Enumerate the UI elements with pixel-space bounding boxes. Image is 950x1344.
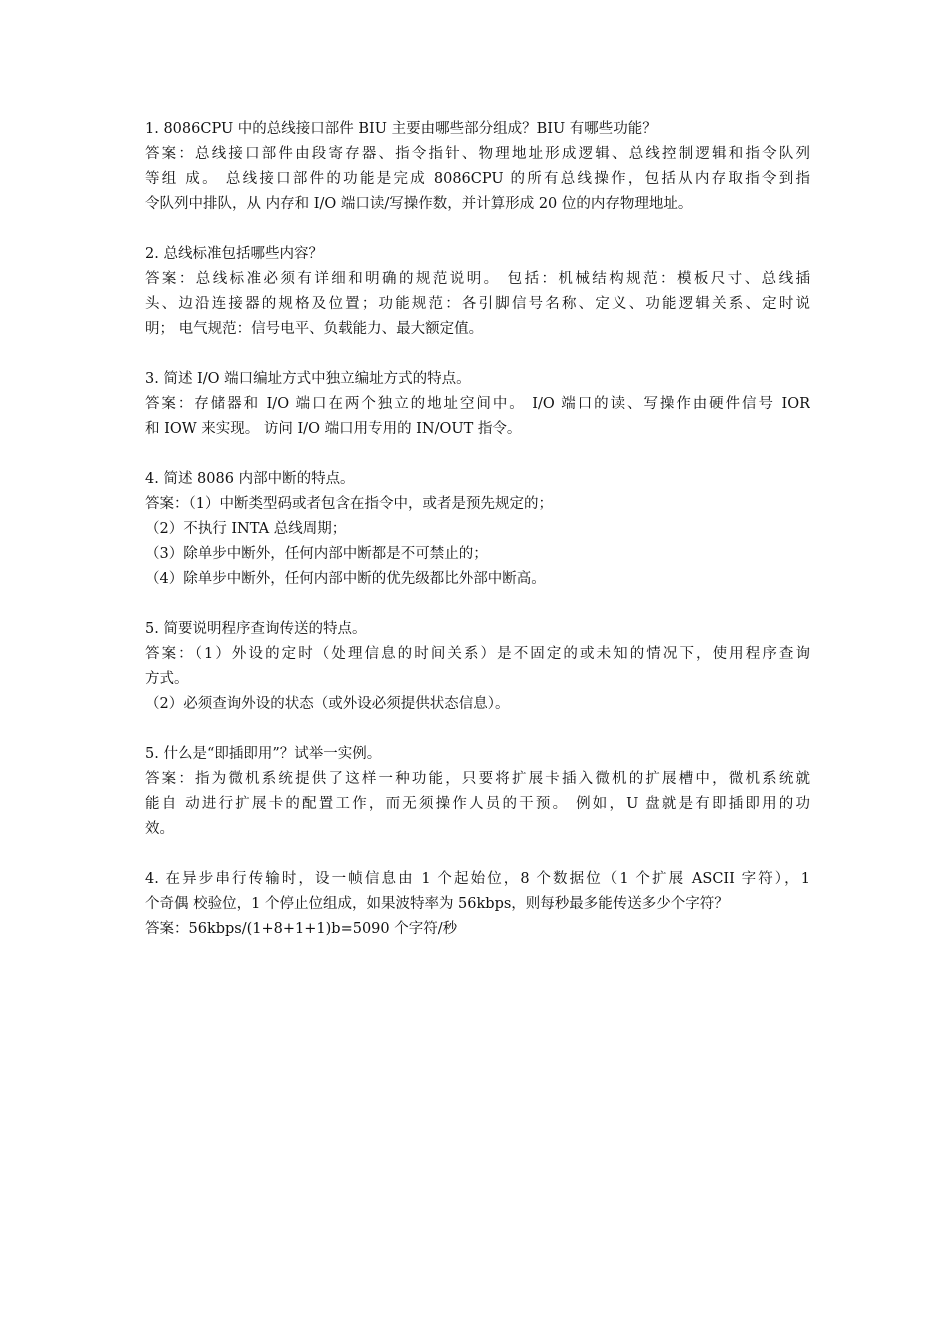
answer-line: 方式。 [145,671,189,687]
answer-line: 令队列中排队，从 内存和 I/O 端口读/写操作数，并计算形成 20 位的内存物理地址。 [145,196,693,212]
answer-line: 和 IOW 来实现。 访问 I/O 端口用专用的 IN/OUT 指令。 [145,421,522,437]
answer-line: 答案：指为微机系统提供了这样一种功能，只要将扩展卡插入微机的扩展槽中，微机系统就 [145,771,810,787]
question-line: 5. 简要说明程序查询传送的特点。 [145,621,367,637]
answer-line: 答案：（1）中断类型码或者包含在指令中，或者是预先规定的； [145,496,553,512]
question-line: 3. 简述 I/O 端口编址方式中独立编址方式的特点。 [145,371,471,387]
answer-line: 答案：总线接口部件由段寄存器、指令指针、物理地址形成逻辑、总线控制逻辑和指令队列 [145,146,810,162]
answer-line: 明； 电气规范：信号电平、负载能力、最大额定值。 [145,321,484,337]
qa-item-2 [145,242,810,342]
answer-line: 答案：总线标准必须有详细和明确的规范说明。 包括：机械结构规范：模板尺寸、总线插 [145,271,810,287]
answer-line: 答案：存储器和 I/O 端口在两个独立的地址空间中。 I/O 端口的读、写操作由硬件信号 IOR [145,396,810,412]
answer-line: 答案：（1）外设的定时（处理信息的时间关系）是不固定的或未知的情况下，使用程序查询 [145,646,810,662]
answer-line: （3）除单步中断外，任何内部中断都是不可禁止的； [145,546,488,562]
qa-item-1 [145,117,810,217]
answer-line: 答案：56kbps/(1+8+1+1)b=5090 个字符/秒 [145,921,458,937]
answer-line: 能自 动进行扩展卡的配置工作，而无须操作人员的干预。 例如，U 盘就是有即插即用的功 [145,796,810,812]
question-line: 个奇偶 校验位，1 个停止位组成，如果波特率为 56kbps，则每秒最多能传送多少个字符？ [145,896,729,912]
question-line: 1. 8086CPU 中的总线接口部件 BIU 主要由哪些部分组成？BIU 有哪些功能？ [145,121,657,137]
answer-line: 效。 [145,821,174,837]
qa-item-3 [145,367,810,442]
question-line: 5. 什么是“即插即用”？试举一实例。 [145,746,382,762]
qa-item-5 [145,617,810,717]
qa-item-6 [145,742,810,842]
question-line: 2. 总线标准包括哪些内容？ [145,246,323,262]
qa-item-7 [145,867,810,942]
answer-line: 等组 成。 总线接口部件的功能是完成 8086CPU 的所有总线操作，包括从内存取指令到指 [145,171,810,187]
answer-line: （2）必须查询外设的状态（或外设必须提供状态信息）。 [145,696,510,712]
answer-line: （2）不执行 INTA 总线周期； [145,521,347,537]
question-line: 4. 简述 8086 内部中断的特点。 [145,471,355,487]
question-line: 4. 在异步串行传输时，设一帧信息由 1 个起始位，8 个数据位（1 个扩展 ASCII 字符），1 [145,871,810,887]
document-page [145,117,810,967]
answer-line: （4）除单步中断外，任何内部中断的优先级都比外部中断高。 [145,571,546,587]
qa-item-4 [145,467,810,592]
answer-line: 头、边沿连接器的规格及位置；功能规范：各引脚信号名称、定义、功能逻辑关系、定时说 [145,296,810,312]
